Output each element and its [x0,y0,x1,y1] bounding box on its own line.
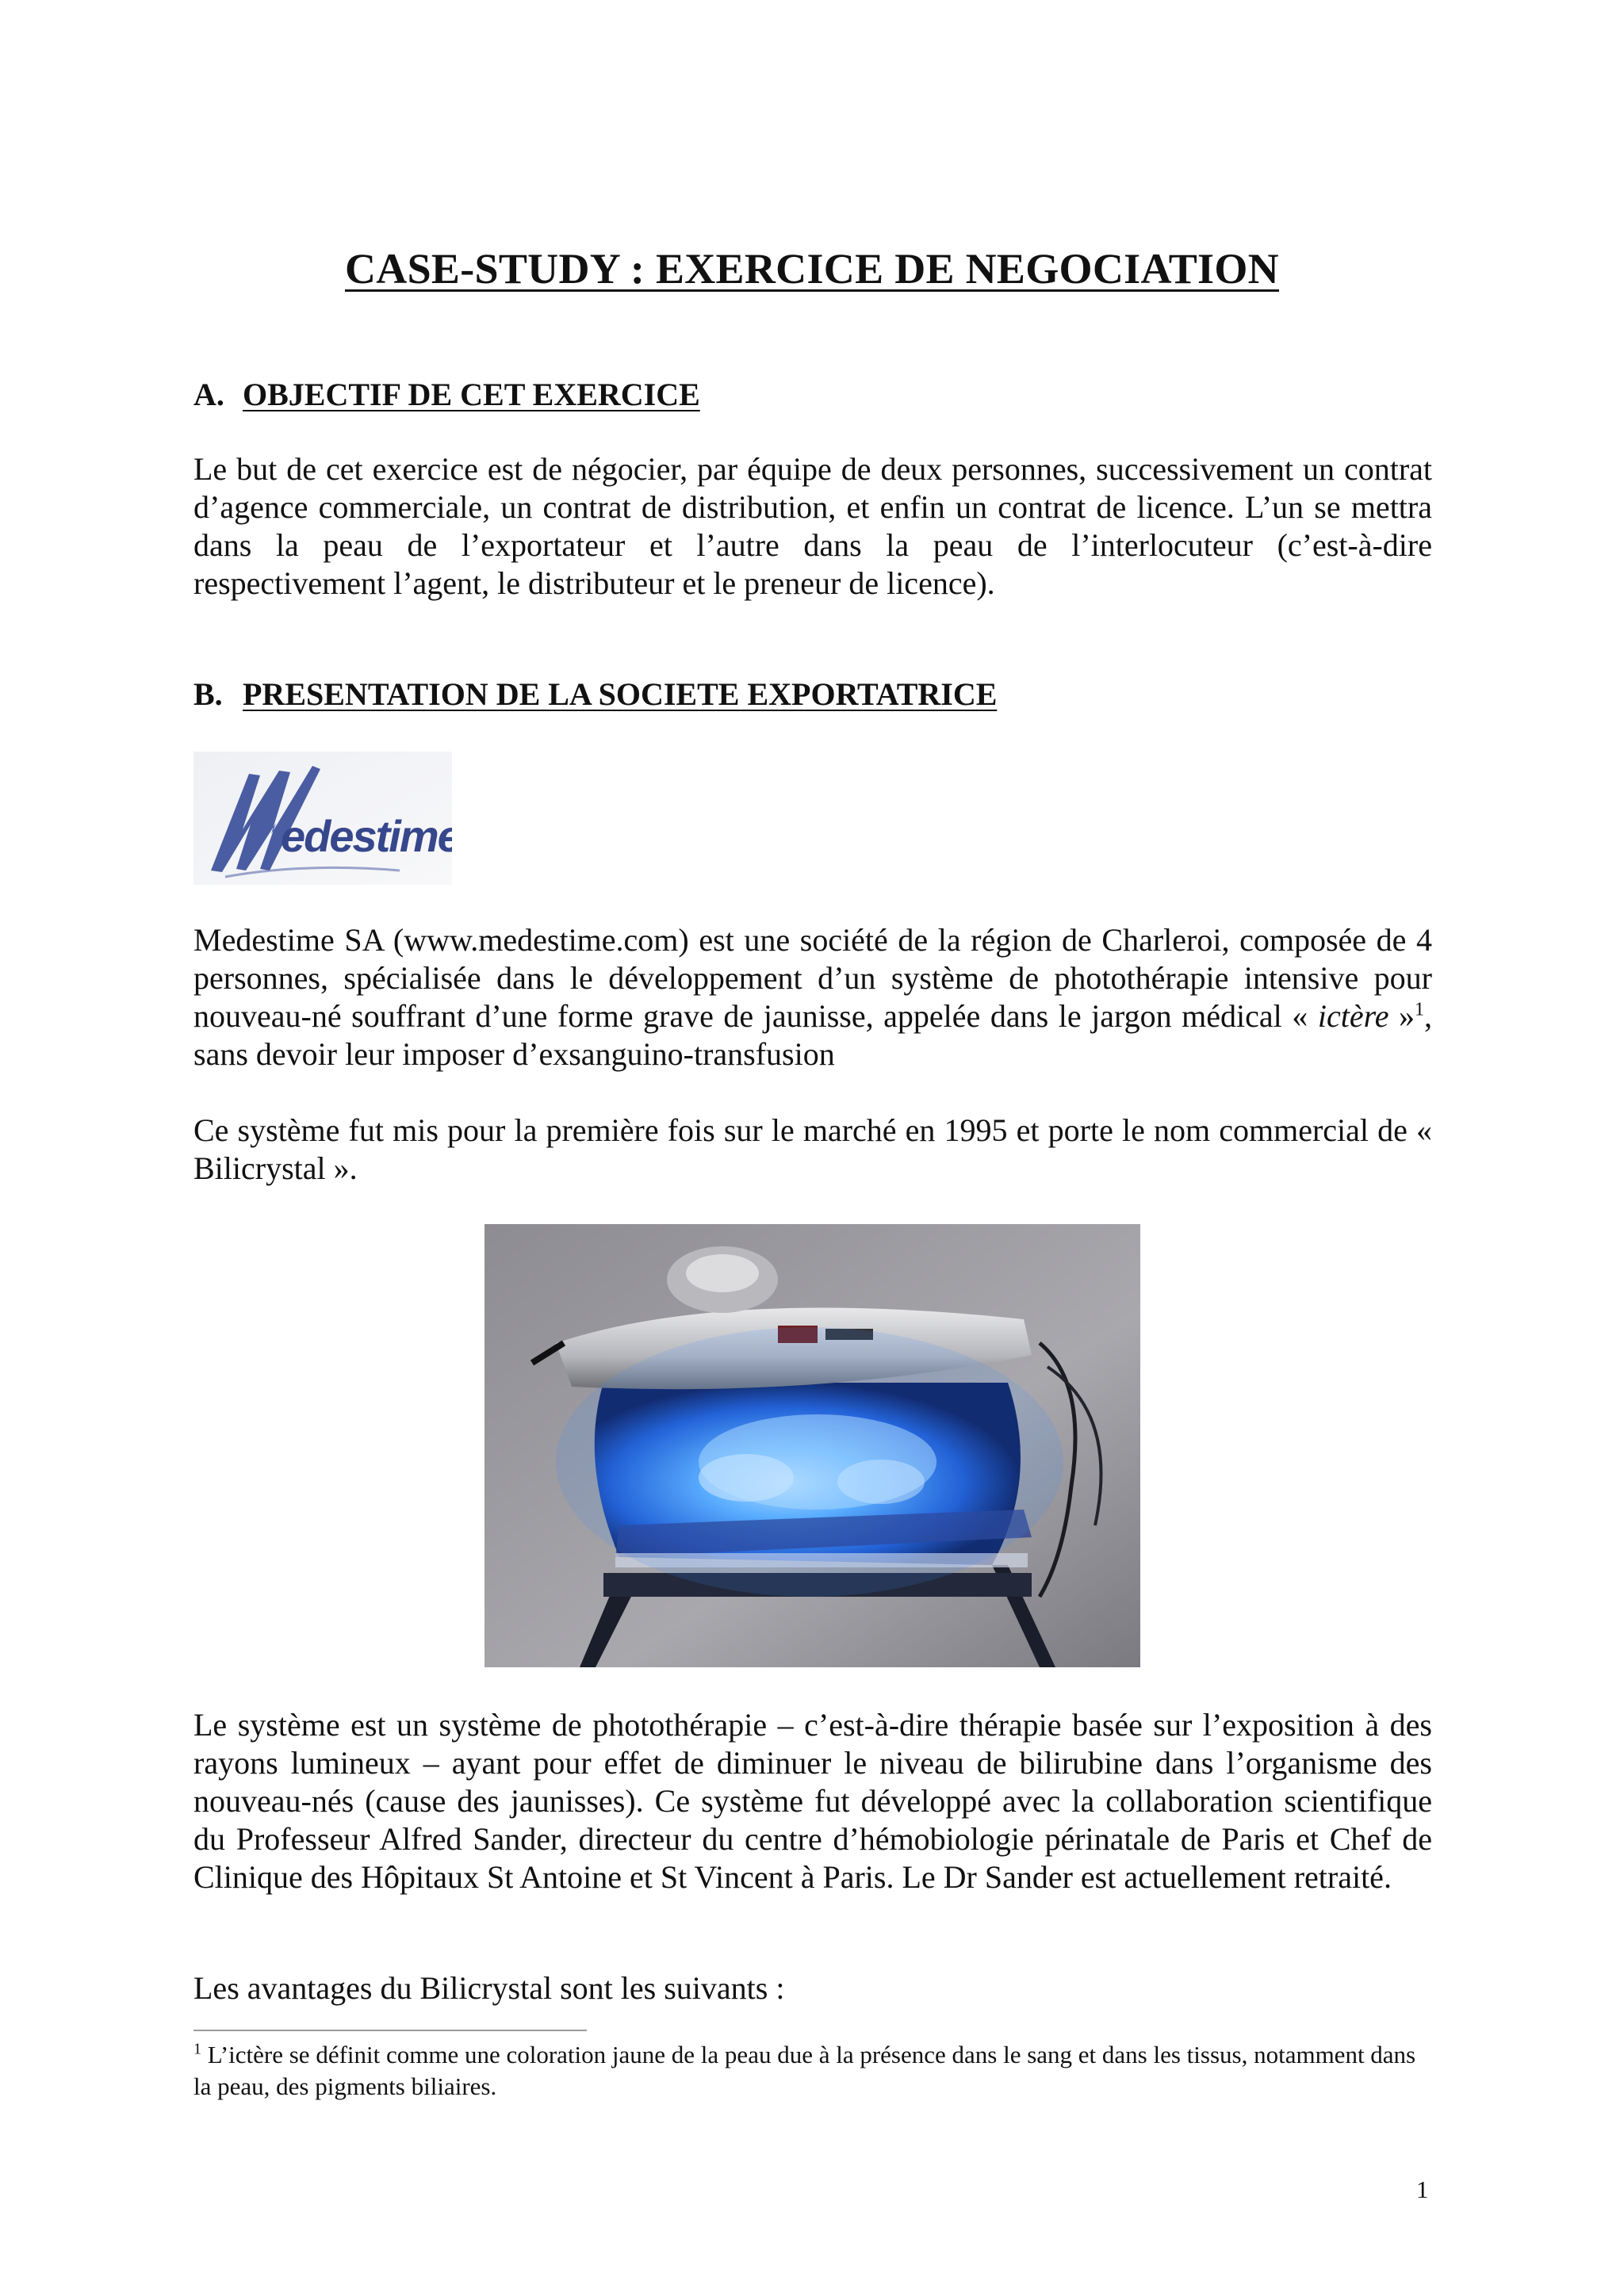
footnote-number: 1 [193,2040,201,2058]
section-a-heading [193,376,700,413]
company-intro-text-3: , sans devoir leur imposer d’exsanguino-transfusion [193,998,1433,1072]
section-b-letter: B. [193,676,223,712]
section-a-letter: A. [193,377,224,412]
footnote [193,2039,1432,2103]
bilicrystal-device-photo [485,1224,1140,1667]
section-a-title: OBJECTIF DE CET EXERCICE [243,377,700,412]
section-b-title: PRESENTATION DE LA SOCIETE EXPORTATRICE [243,676,998,712]
footnote-text: L’ictère se définit comme une coloration jaune de la peau due à la présence dans le sang et dans les tissus, notamment dans la peau, des pigments biliaires. [193,2041,1416,2100]
footnote-reference: 1 [1415,999,1425,1020]
advantages-intro: Les avantages du Bilicrystal sont les suivants : [193,1970,785,2006]
system-paragraph: Le système est un système de photothérapie – c’est-à-dire thérapie basée sur l’exposition à des rayons lumineux – ayant pour effet de diminuer le niveau de bilirubine dans l’organisme des nouveau-nés (cause des jaunisses). Ce système fut développé avec la collaboration scientifique du Professeur Alfred Sander, directeur du centre d’hémobiologie périnatale de Paris et Chef de Clinique des Hôpitaux St Antoine et St Vincent à Paris. Le Dr Sander est actuellement retraité. [193,1707,1432,1895]
svg-text:edestime: edestime [281,811,452,861]
company-intro-paragraph [193,921,1432,1073]
document-title: CASE-STUDY : EXERCICE DE NEGOCIATION [345,245,1279,293]
company-intro-text-2: » [1388,998,1415,1034]
footnote-divider [193,2030,587,2031]
section-a-paragraph: Le but de cet exercice est de négocier, par équipe de deux personnes, successivement un contrat d’agence commerciale, un contrat de distribution, et enfin un contrat de licence. L’un se mettra dans la peau de l’exportateur et l’autre dans la peau de l’interlocuteur (c’est-à-dire respectivement l’agent, le distributeur et le preneur de licence). [193,451,1432,601]
company-intro-italic-term: ictère [1317,998,1389,1034]
company-intro-text-1: Medestime SA (www.medestime.com) est une société de la région de Charleroi, composée de 4 personnes, spécialisée dans le développement d’un système de photothérapie intensive pour nouveau-né souffrant d’une forme grave de jaunisse, appelée dans le jargon médical « [193,922,1432,1034]
page-number: 1 [1416,2175,1429,2203]
section-b-heading [193,675,997,713]
market-paragraph: Ce système fut mis pour la première fois sur le marché en 1995 et porte le nom commercial de « Bilicrystal ». [193,1112,1432,1186]
medestime-logo [193,752,452,885]
